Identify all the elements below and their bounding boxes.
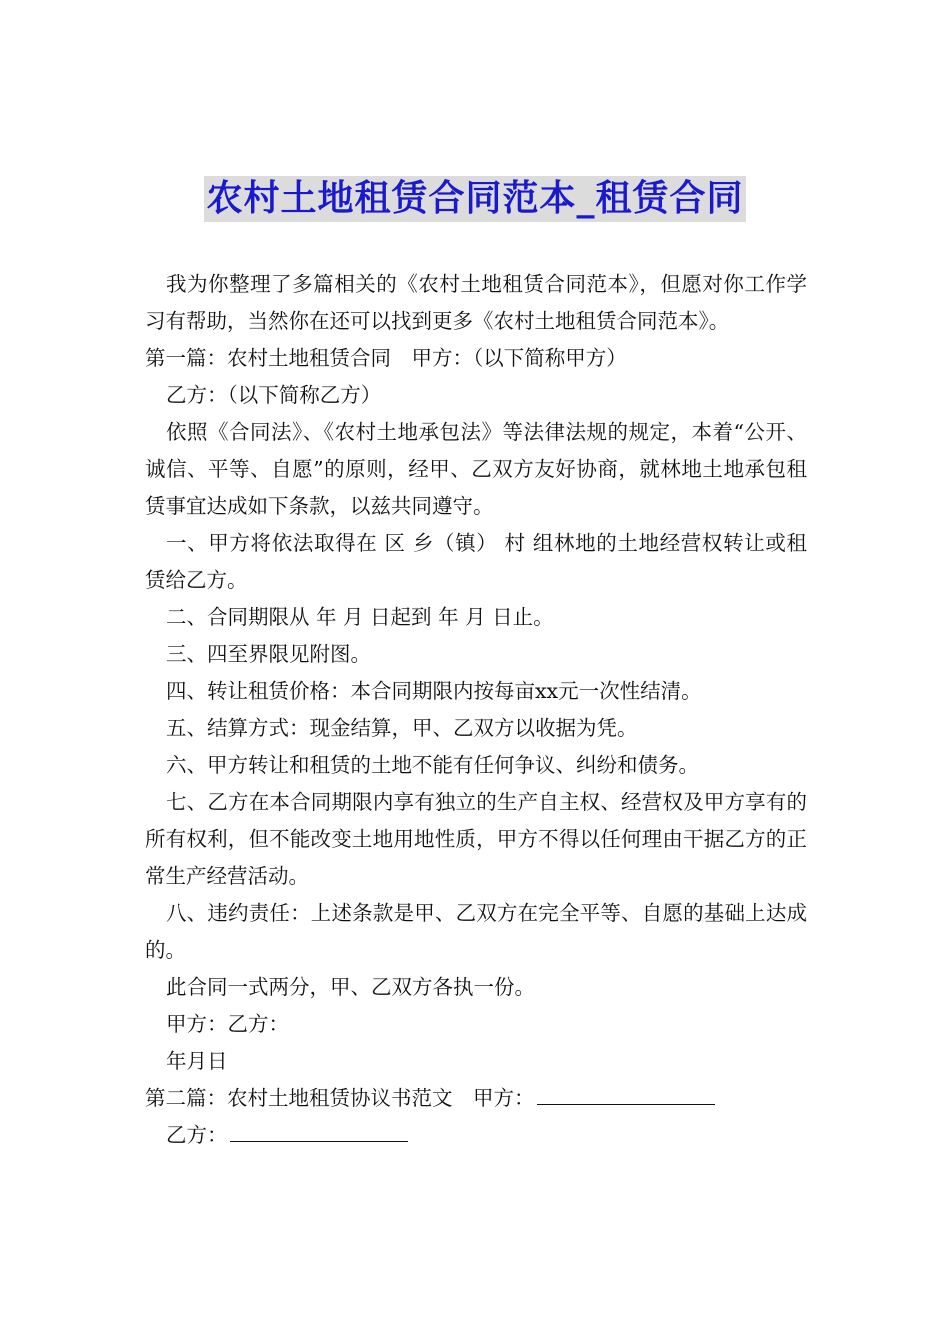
- clause-4: 四、转让租赁价格：本合同期限内按每亩xx元一次性结清。: [166, 679, 702, 703]
- signature-parties-line: 甲方：乙方：: [166, 1012, 289, 1036]
- clause-1: 一、甲方将依法取得在 区 乡（镇） 村 组林地的土地经营权转让或租赁给乙方。: [145, 531, 807, 592]
- section-two-heading-text: 第二篇：农村土地租赁协议书范文 甲方：: [145, 1086, 535, 1110]
- clause-2: 二、合同期限从 年 月 日起到 年 月 日止。: [166, 605, 554, 629]
- document-body: [145, 266, 807, 1154]
- party-b-line: 乙方：（以下简称乙方）: [166, 383, 382, 407]
- clause-8: 八、违约责任：上述条款是甲、乙双方在完全平等、自愿的基础上达成的。: [145, 901, 807, 962]
- intro-paragraph: 我为你整理了多篇相关的《农村土地租赁合同范本》，但愿对你工作学习有帮助，当然你在还可以找到更多《农村土地租赁合同范本》。: [145, 272, 807, 333]
- section-two-party-b-text: 乙方：: [166, 1123, 228, 1147]
- clause-6: 六、甲方转让和租赁的土地不能有任何争议、纠纷和债务。: [166, 753, 699, 777]
- section-one-heading: 第一篇：农村土地租赁合同 甲方：（以下简称甲方）: [145, 346, 627, 370]
- preamble-paragraph: 依照《合同法》、《农村土地承包法》等法律法规的规定，本着“公开、诚信、平等、自愿”的原则，经甲、乙双方友好协商，就林地土地承包租赁事宜达成如下条款，以兹共同遵守。: [145, 420, 807, 518]
- section-two-heading: [145, 1080, 807, 1117]
- clause-7: 七、乙方在本合同期限内享有独立的生产自主权、经营权及甲方享有的所有权利，但不能改变土地用地性质，甲方不得以任何理由干据乙方的正常生产经营活动。: [145, 790, 807, 888]
- date-line: 年月日: [166, 1049, 228, 1073]
- party-b-blank-line: [230, 1119, 408, 1142]
- clause-3: 三、四至界限见附图。: [166, 642, 371, 666]
- party-a-blank-line: [537, 1082, 715, 1105]
- copies-line: 此合同一式两分，甲、乙双方各执一份。: [166, 975, 535, 999]
- title-wrap: [0, 176, 950, 222]
- clause-5: 五、结算方式：现金结算，甲、乙双方以收据为凭。: [166, 716, 638, 740]
- section-two-party-b: [145, 1117, 807, 1154]
- document-title: 农村土地租赁合同范本_租赁合同: [204, 176, 745, 222]
